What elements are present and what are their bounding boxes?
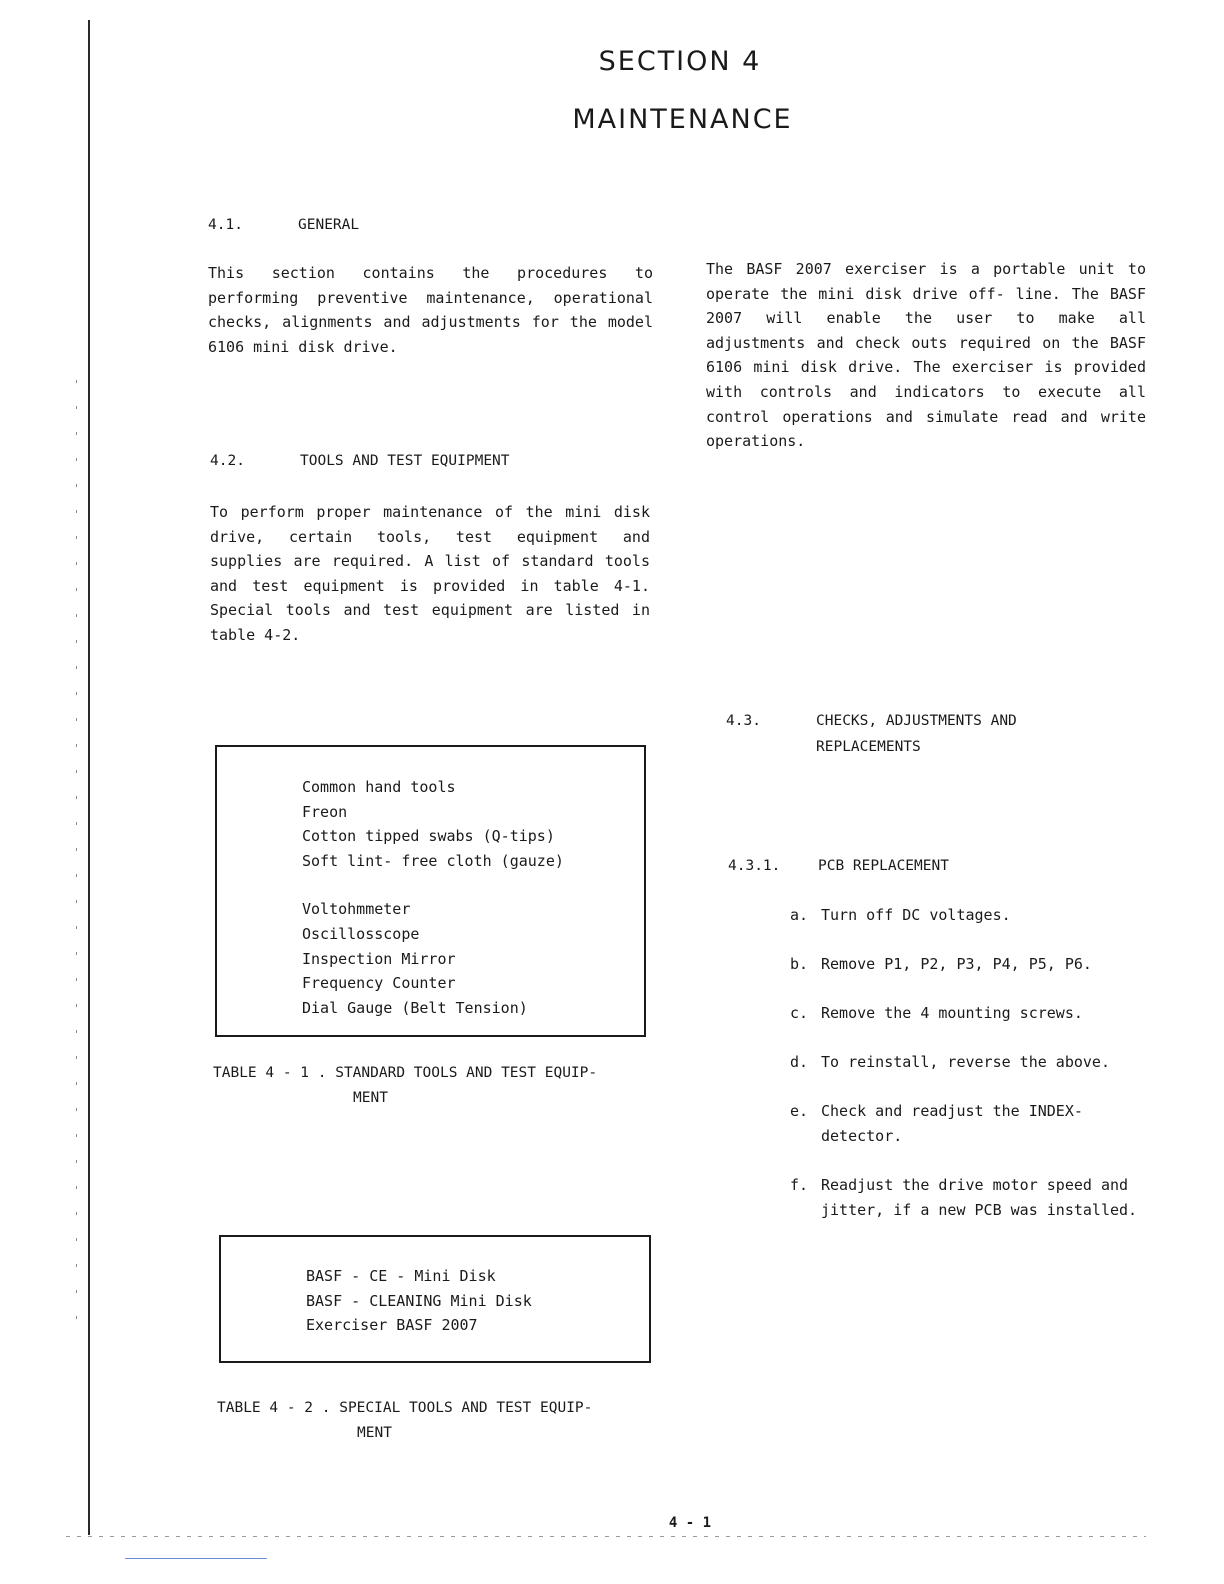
list-item: BASF - CE - Mini Disk xyxy=(306,1267,496,1285)
list-item: Cotton tipped swabs (Q-tips) xyxy=(302,827,555,846)
checks-heading-text xyxy=(816,708,1017,760)
binding-margin-line xyxy=(88,20,90,1535)
exerciser-paragraph: The BASF 2007 exerciser is a portable unit to operate the mini disk drive off- line. The BASF 2007 will enable the user to make all adjustments and check outs required on the BASF 6106 mini disk drive. The exerciser is provided with controls and indicators to execute all control operations and simulate read and write operations. xyxy=(706,260,1146,451)
page-number: 4 - 1 xyxy=(668,1515,712,1531)
list-item: BASF - CLEANING Mini Disk xyxy=(306,1291,532,1310)
step-letter: a. xyxy=(790,906,809,924)
checks-number: 4.3. xyxy=(726,713,761,729)
list-item xyxy=(790,1050,1190,1075)
table-4-2-box xyxy=(219,1235,651,1363)
tools-number: 4.2. xyxy=(210,453,245,469)
step-text: Remove the 4 mounting screws. xyxy=(821,1004,1083,1022)
list-item: Inspection Mirror xyxy=(302,949,456,968)
pcb-number: 4.3.1. xyxy=(728,858,781,874)
list-item: Exerciser BASF 2007 xyxy=(306,1316,478,1335)
step-letter: f. xyxy=(790,1176,809,1194)
list-item: Freon xyxy=(302,802,348,821)
list-item: Common hand tools xyxy=(302,778,456,796)
table-4-1-caption xyxy=(213,1061,673,1111)
step-letter: e. xyxy=(790,1102,809,1120)
general-heading xyxy=(208,217,359,233)
list-item: Oscillosscope xyxy=(302,924,420,943)
tools-paragraph: To perform proper maintenance of the mini disk drive, certain tools, test equipment and supplies are required. A list of standard tools and test equipment is provided in table 4-1. Special tools and test equipment are listed in table 4-2. xyxy=(210,503,650,644)
step-text: Turn off DC voltages. xyxy=(821,906,1011,924)
table-4-2-caption-line2: MENT xyxy=(357,1425,392,1441)
list-item xyxy=(790,952,1190,977)
table-4-2-caption-line1: TABLE 4 - 2 . SPECIAL TOOLS AND TEST EQUIP- xyxy=(217,1400,593,1416)
general-heading-text: GENERAL xyxy=(298,217,360,233)
list-item xyxy=(790,1099,1190,1149)
step-text: Check and readjust the INDEX-detector. xyxy=(821,1102,1083,1145)
checks-heading-line2: REPLACEMENTS xyxy=(816,739,921,755)
tools-heading-text: TOOLS AND TEST EQUIPMENT xyxy=(300,453,510,469)
tools-heading xyxy=(210,453,510,469)
table-4-1-caption-line1: TABLE 4 - 1 . STANDARD TOOLS AND TEST EQUIP- xyxy=(213,1065,598,1081)
table-4-2-caption xyxy=(217,1396,677,1446)
step-letter: c. xyxy=(790,1004,809,1022)
scan-speckle-line xyxy=(76,380,77,1320)
list-item: Frequency Counter xyxy=(302,974,456,993)
pcb-steps-list xyxy=(790,903,1190,1247)
table-4-2-list xyxy=(306,1264,532,1338)
step-letter: b. xyxy=(790,955,809,973)
section-subtitle: MAINTENANCE xyxy=(572,104,793,135)
general-number: 4.1. xyxy=(208,217,243,233)
step-text: Remove P1, P2, P3, P4, P5, P6. xyxy=(821,955,1092,973)
general-paragraph: This section contains the procedures to performing preventive maintenance, operational checks, alignments and adjustments for the model 6106 mini disk drive. xyxy=(208,264,653,356)
checks-heading-line1: CHECKS, ADJUSTMENTS AND xyxy=(816,713,1017,729)
list-item xyxy=(790,903,1190,928)
list-item xyxy=(790,1001,1190,1026)
list-item: Dial Gauge (Belt Tension) xyxy=(302,998,528,1017)
step-text: To reinstall, reverse the above. xyxy=(821,1053,1110,1071)
step-letter: d. xyxy=(790,1053,809,1071)
step-text: Readjust the drive motor speed and jitter, if a new PCB was installed. xyxy=(821,1176,1138,1219)
bottom-scan-line xyxy=(66,1536,1146,1537)
pcb-heading xyxy=(728,858,949,874)
pcb-heading-text: PCB REPLACEMENT xyxy=(818,858,949,874)
table-4-1-list xyxy=(302,775,564,1020)
section-title: SECTION 4 xyxy=(598,46,762,77)
table-4-1-caption-line2: MENT xyxy=(353,1090,388,1106)
scan-underline-mark xyxy=(125,1558,267,1559)
checks-heading xyxy=(726,708,1017,760)
list-item xyxy=(790,1173,1190,1223)
table-4-1-box xyxy=(215,745,646,1037)
list-item: Voltohmmeter xyxy=(302,900,411,919)
list-item: Soft lint- free cloth (gauze) xyxy=(302,851,564,870)
